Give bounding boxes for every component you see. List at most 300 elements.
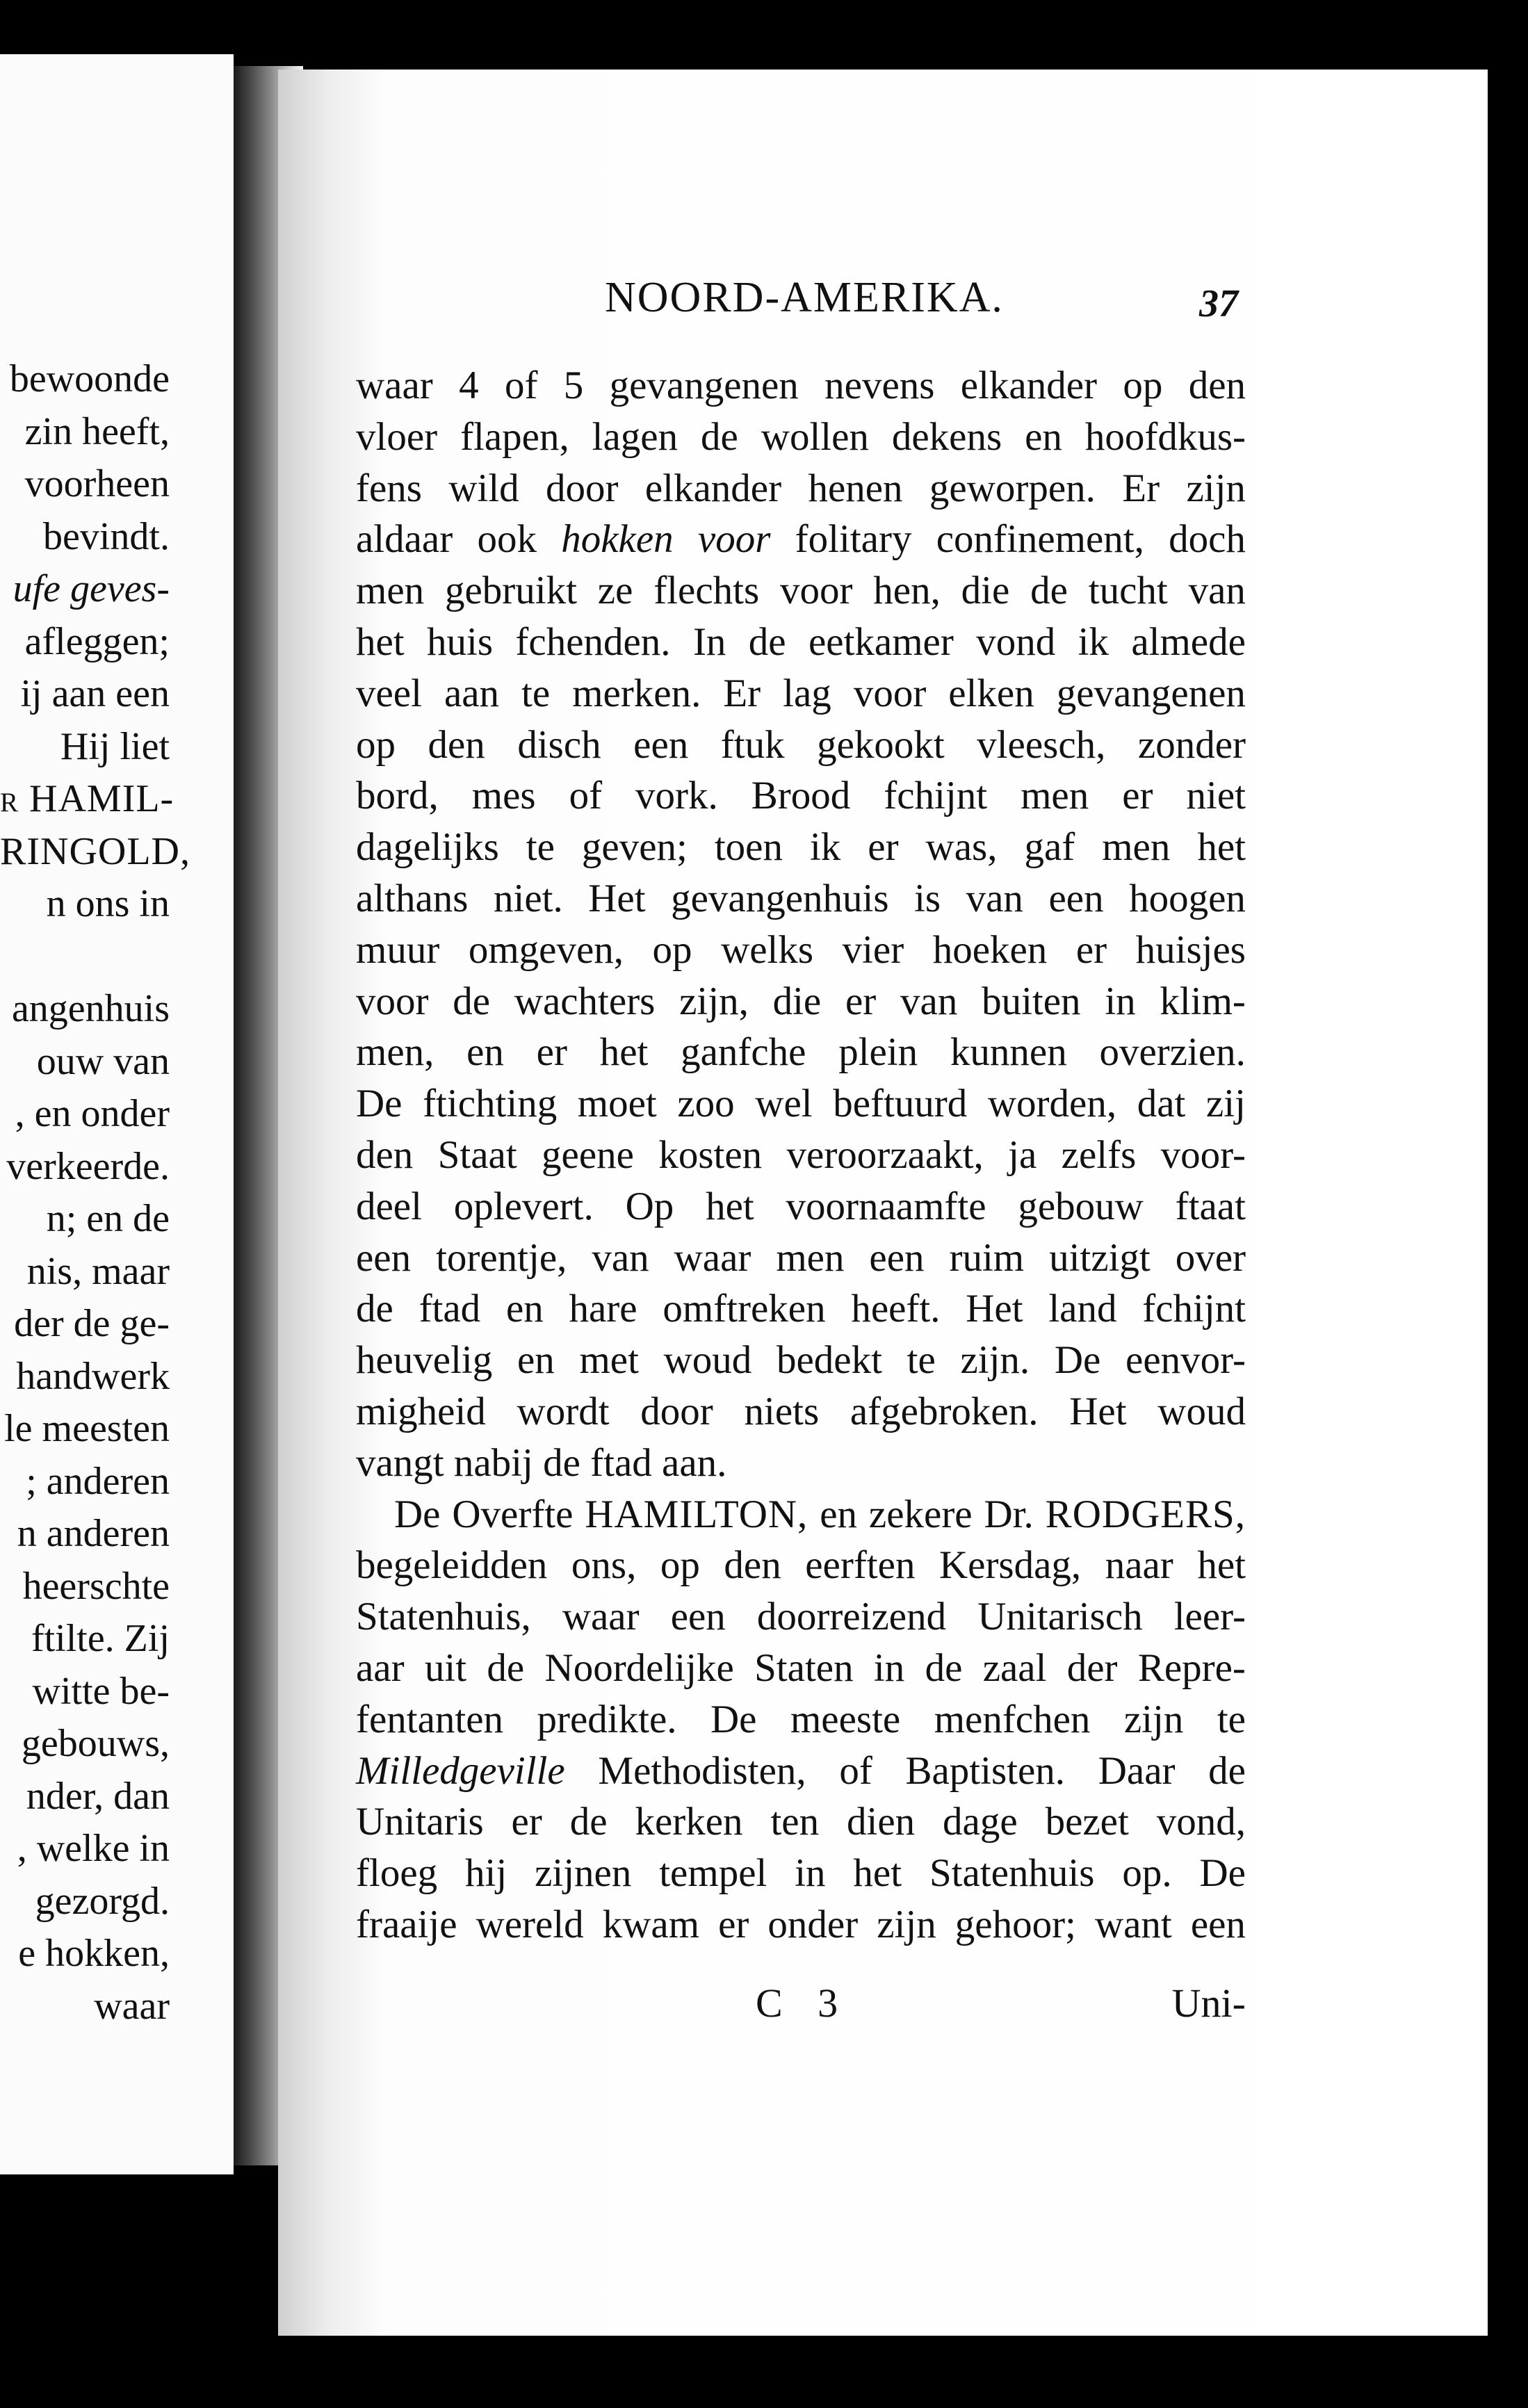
- word: fentanten: [356, 1697, 504, 1741]
- word: waar: [674, 1235, 751, 1280]
- text-line: [356, 463, 1246, 514]
- word: kunnen: [950, 1030, 1067, 1075]
- word: eetkamer: [808, 619, 954, 664]
- word: zij: [1205, 1082, 1246, 1126]
- word: henen: [808, 466, 903, 510]
- word: buiten: [982, 979, 1081, 1023]
- text-line: gebouws,: [21, 1722, 170, 1765]
- word: gevangenhuis: [671, 876, 889, 920]
- word: waar: [356, 364, 433, 407]
- word: en: [505, 1287, 544, 1331]
- text-line: heerschte: [22, 1564, 170, 1608]
- word: zaal: [982, 1645, 1047, 1690]
- word: te: [1217, 1697, 1246, 1741]
- word: door: [640, 1389, 713, 1433]
- word: aldaar: [356, 517, 453, 562]
- word: flechts: [653, 569, 760, 613]
- word: tucht: [1088, 569, 1168, 613]
- word: naar: [1105, 1543, 1173, 1588]
- word: omftreken: [663, 1287, 826, 1331]
- word: vond: [976, 619, 1056, 664]
- word: worden,: [987, 1082, 1117, 1126]
- word: van: [900, 979, 958, 1023]
- word: gevangenen: [1056, 671, 1246, 715]
- word: leer-: [1173, 1595, 1246, 1639]
- word: vloer: [356, 414, 438, 459]
- word: aan: [444, 671, 500, 715]
- word: het: [1197, 825, 1246, 870]
- word: men: [1102, 825, 1171, 870]
- word: woud: [663, 1338, 752, 1383]
- word: was,: [925, 825, 998, 870]
- word: een: [869, 1235, 925, 1280]
- word: Staten: [754, 1645, 854, 1690]
- word: onder: [767, 1902, 859, 1946]
- word: folitary: [795, 517, 912, 562]
- word: men,: [356, 1030, 434, 1075]
- word: overzien.: [1099, 1030, 1246, 1075]
- text-line: vangt nabij de ftad aan.: [356, 1440, 727, 1485]
- word: oplevert.: [453, 1184, 594, 1228]
- word: niet: [1186, 774, 1246, 818]
- text-line: [356, 1489, 1246, 1540]
- text-line: voorheen: [24, 462, 170, 505]
- word: De: [710, 1697, 757, 1741]
- word: ons,: [571, 1543, 637, 1588]
- text-line: [356, 770, 1246, 822]
- text-line: [356, 1643, 1246, 1694]
- word: deel: [356, 1184, 422, 1228]
- word: zekere: [868, 1492, 973, 1536]
- word: hoofdkus-: [1084, 414, 1246, 459]
- word: ftuk: [720, 722, 785, 767]
- word: Daar: [1098, 1748, 1176, 1793]
- word: op: [660, 1543, 700, 1588]
- word: te: [907, 1338, 936, 1383]
- text-line: [0, 931, 170, 984]
- word: Statenhuis: [929, 1851, 1095, 1896]
- word: wild: [448, 466, 519, 510]
- text-line: verkeerde.: [6, 1144, 170, 1188]
- text-line: r HAMIL-: [0, 777, 174, 820]
- word: Er: [1122, 466, 1160, 510]
- word: huisjes: [1135, 927, 1246, 972]
- word: kerken: [635, 1800, 743, 1844]
- word: ftad: [418, 1287, 481, 1331]
- text-line: ; anderen: [26, 1459, 170, 1503]
- text-line: [356, 1848, 1246, 1899]
- text-line: [356, 1796, 1246, 1848]
- current-page: [278, 70, 1488, 2336]
- word: Milledgeville: [356, 1748, 565, 1793]
- word: toen: [714, 825, 783, 870]
- text-line: [356, 565, 1246, 617]
- word: de: [1208, 1748, 1246, 1793]
- word: gekookt: [817, 722, 945, 767]
- word: van: [966, 876, 1023, 920]
- word: Staat: [437, 1132, 517, 1177]
- word: almede: [1131, 619, 1246, 664]
- word: land: [1048, 1287, 1117, 1331]
- word: er: [868, 825, 899, 870]
- word: disch: [517, 722, 601, 767]
- word: in: [795, 1851, 826, 1896]
- text-line: , en onder: [15, 1092, 170, 1135]
- word: zelfs: [1061, 1132, 1137, 1177]
- word: niet.: [494, 876, 563, 920]
- word: op.: [1122, 1851, 1172, 1896]
- word: doch: [1169, 517, 1246, 562]
- word: wachters: [514, 979, 656, 1023]
- word: te: [521, 671, 551, 715]
- text-line: der de ge-: [14, 1302, 170, 1345]
- word: de: [453, 979, 491, 1023]
- word: vier: [842, 927, 904, 972]
- word: er: [1122, 774, 1153, 818]
- word: heuvelig: [356, 1338, 493, 1383]
- word: kosten: [658, 1132, 763, 1177]
- word: 4: [459, 364, 479, 407]
- word: bord,: [356, 774, 439, 818]
- word: de: [487, 1645, 525, 1690]
- word: Er: [723, 671, 761, 715]
- word: Baptisten.: [905, 1748, 1066, 1793]
- page-footer: [356, 1980, 1246, 2028]
- word: men: [356, 569, 425, 613]
- text-line: ftilte. Zij: [31, 1617, 170, 1660]
- word: muur: [356, 927, 440, 972]
- word: veel: [356, 671, 422, 715]
- word: voornaamfte: [786, 1184, 986, 1228]
- text-line: Hij liet: [60, 724, 170, 768]
- word: tempel: [659, 1851, 767, 1896]
- word: voor: [697, 517, 771, 562]
- word: er: [1075, 927, 1107, 972]
- word: Unitaris: [356, 1800, 484, 1844]
- word: vond,: [1156, 1800, 1246, 1844]
- word: De: [356, 1082, 403, 1126]
- word: der: [1066, 1645, 1118, 1690]
- text-line: [356, 1591, 1246, 1643]
- word: flapen,: [460, 414, 569, 459]
- word: hoogen: [1129, 876, 1246, 920]
- word: dagelijks: [356, 825, 499, 870]
- word: afgebroken.: [850, 1389, 1039, 1433]
- word: te: [526, 825, 555, 870]
- text-line: [356, 1540, 1246, 1591]
- word: dat: [1137, 1082, 1186, 1126]
- word: geven;: [581, 825, 688, 870]
- word: Het: [966, 1287, 1023, 1331]
- text-line: angenhuis: [11, 987, 170, 1030]
- word: op: [652, 927, 692, 972]
- word: kwam: [602, 1902, 700, 1946]
- word: die: [772, 979, 822, 1023]
- word: of: [504, 364, 538, 407]
- word: er: [845, 979, 877, 1023]
- word: floeg: [356, 1851, 438, 1896]
- word: moet: [577, 1082, 657, 1126]
- text-line: [356, 514, 1246, 565]
- word: de: [748, 619, 786, 664]
- word: Noordelijke: [544, 1645, 734, 1690]
- word: woud: [1157, 1389, 1246, 1433]
- text-line: zin heeft,: [24, 409, 170, 453]
- word: Kersdag,: [938, 1543, 1082, 1588]
- word: en: [820, 1492, 858, 1536]
- word: Dr.: [984, 1492, 1034, 1536]
- word: de: [569, 1800, 608, 1844]
- word: is: [914, 876, 941, 920]
- text-line: [356, 412, 1246, 463]
- word: er: [536, 1030, 567, 1075]
- word: althans: [356, 876, 469, 920]
- word: wordt: [517, 1389, 610, 1433]
- word: een: [670, 1595, 726, 1639]
- word: uit: [424, 1645, 467, 1690]
- text-line: nder, dan: [26, 1774, 170, 1818]
- word: plein: [838, 1030, 918, 1075]
- text-line: [356, 1899, 1246, 1951]
- word: die: [961, 569, 1010, 613]
- word: van: [592, 1235, 649, 1280]
- word: lagen: [592, 414, 678, 459]
- word: ftichting: [423, 1082, 558, 1126]
- word: zijn: [877, 1902, 936, 1946]
- word: HAMILTON,: [585, 1492, 808, 1536]
- text-line: [356, 1335, 1246, 1386]
- word: ze: [597, 569, 633, 613]
- word: dage: [943, 1800, 1018, 1844]
- word: op: [356, 722, 396, 767]
- word: waar: [562, 1595, 640, 1639]
- word: zijn: [1186, 466, 1246, 510]
- word: van: [1188, 569, 1246, 613]
- word: huis: [427, 619, 494, 664]
- word: De: [394, 1492, 441, 1536]
- word: of: [839, 1748, 872, 1793]
- word: elken: [948, 671, 1034, 715]
- text-line: [356, 668, 1246, 719]
- text-line: [356, 1233, 1246, 1284]
- text-line: [356, 1386, 1246, 1438]
- word: Repre-: [1137, 1645, 1246, 1690]
- text-line: waar: [94, 1984, 170, 2028]
- word: dekens: [891, 414, 1002, 459]
- word: wereld: [476, 1902, 584, 1946]
- word: een: [1190, 1902, 1246, 1946]
- word: ten: [770, 1800, 820, 1844]
- text-line: [356, 1078, 1246, 1130]
- text-line: [356, 822, 1246, 873]
- word: een: [1048, 876, 1104, 920]
- word: eerften: [805, 1543, 916, 1588]
- word: een: [356, 1235, 412, 1280]
- text-line: [356, 1283, 1246, 1335]
- word: voor: [779, 569, 853, 613]
- word: op: [1123, 364, 1163, 407]
- word: de: [1030, 569, 1068, 613]
- text-line: [356, 719, 1246, 771]
- text-line: le meesten: [4, 1407, 170, 1450]
- word: ik: [1078, 619, 1109, 664]
- text-line: handwerk: [16, 1354, 170, 1398]
- word: fraaije: [356, 1902, 457, 1946]
- word: bedekt: [777, 1338, 882, 1383]
- word: gehoor;: [954, 1902, 1076, 1946]
- text-line: n anderen: [17, 1512, 170, 1555]
- word: voor: [356, 979, 429, 1023]
- word: het: [853, 1851, 902, 1896]
- word: gaf: [1024, 825, 1075, 870]
- word: menfchen: [934, 1697, 1091, 1741]
- previous-page: [0, 54, 234, 2174]
- text-line: witte be-: [32, 1669, 170, 1713]
- word: nevens: [824, 364, 935, 407]
- text-line: ufe geves-: [13, 567, 170, 610]
- word: ik: [809, 825, 841, 870]
- text-line: [356, 1694, 1246, 1746]
- word: een: [633, 722, 689, 767]
- word: begeleidden: [356, 1543, 548, 1588]
- word: het: [1197, 1543, 1246, 1588]
- text-line: bewoonde: [9, 357, 170, 400]
- word: en: [517, 1338, 555, 1383]
- word: welks: [721, 927, 814, 972]
- text-line: [356, 1130, 1246, 1181]
- text-line: [356, 976, 1246, 1027]
- word: zonder: [1137, 722, 1246, 767]
- word: fchijnt: [1142, 1287, 1246, 1331]
- word: en: [1025, 414, 1062, 459]
- text-line: n; en de: [46, 1197, 170, 1240]
- text-line: [356, 873, 1246, 925]
- catchword: Uni-: [1171, 1980, 1246, 2026]
- word: of: [569, 774, 603, 818]
- word: men: [1021, 774, 1089, 818]
- word: voor: [853, 671, 927, 715]
- word: aar: [356, 1645, 405, 1690]
- word: ruim: [949, 1235, 1025, 1280]
- word: geene: [542, 1132, 634, 1177]
- word: bezet: [1045, 1800, 1129, 1844]
- word: klim-: [1160, 979, 1246, 1023]
- word: ook: [477, 517, 537, 562]
- text-line: [356, 360, 1246, 412]
- word: torentje,: [436, 1235, 567, 1280]
- word: de: [356, 1287, 393, 1331]
- word: ja: [1008, 1132, 1037, 1177]
- word: wollen: [761, 414, 869, 459]
- word: er: [718, 1902, 749, 1946]
- text-line: [356, 1746, 1246, 1797]
- word: heeft.: [851, 1287, 941, 1331]
- word: dien: [847, 1800, 916, 1844]
- word: vleesch,: [977, 722, 1106, 767]
- word: In: [692, 619, 726, 664]
- word: De: [1199, 1851, 1246, 1896]
- word: merken.: [572, 671, 701, 715]
- text-line: afleggen;: [24, 619, 170, 663]
- word: Methodisten,: [598, 1748, 806, 1793]
- word: met: [579, 1338, 639, 1383]
- word: elkander: [960, 364, 1097, 407]
- text-line: ouw van: [36, 1039, 170, 1083]
- word: Brood: [751, 774, 851, 818]
- word: fchijnt: [884, 774, 988, 818]
- text-line: ij aan een: [20, 672, 170, 715]
- word: elkander: [644, 466, 782, 510]
- word: RODGERS,: [1045, 1492, 1246, 1536]
- word: Overfte: [452, 1492, 574, 1536]
- word: confinement,: [936, 517, 1144, 562]
- word: zoo: [677, 1082, 735, 1126]
- word: beftuurd: [833, 1082, 968, 1126]
- word: door: [546, 466, 619, 510]
- word: en: [466, 1030, 504, 1075]
- word: Unitarisch: [977, 1595, 1143, 1639]
- word: veroorzaakt,: [786, 1132, 984, 1177]
- text-line: gezorgd.: [35, 1879, 170, 1923]
- text-line: e hokken,: [18, 1932, 170, 1975]
- word: hare: [569, 1287, 637, 1331]
- word: den: [724, 1543, 781, 1588]
- word: gebruikt: [444, 569, 577, 613]
- text-line: n ons in: [46, 882, 170, 925]
- word: zijn.: [960, 1338, 1030, 1383]
- word: over: [1175, 1235, 1246, 1280]
- word: predikte.: [537, 1697, 677, 1741]
- word: den: [1188, 364, 1246, 407]
- word: niets: [744, 1389, 820, 1433]
- word: fens: [356, 466, 422, 510]
- signature-mark: C 3: [756, 1980, 851, 2026]
- word: het: [706, 1184, 754, 1228]
- previous-page-text: [0, 353, 190, 2033]
- running-head: NOORD-AMERIKA.: [605, 274, 1004, 321]
- word: hokken: [561, 517, 674, 562]
- word: Het: [588, 876, 646, 920]
- word: de: [925, 1645, 963, 1690]
- word: Op: [625, 1184, 674, 1228]
- word: Statenhuis,: [356, 1595, 531, 1639]
- text-line: [356, 1181, 1246, 1233]
- text-line: [356, 617, 1246, 668]
- word: vork.: [635, 774, 718, 818]
- page-number: 37: [1199, 282, 1238, 325]
- word: er: [511, 1800, 542, 1844]
- word: zijn: [1123, 1697, 1184, 1741]
- text-line: RINGOLD,: [0, 829, 190, 873]
- word: 5: [563, 364, 584, 407]
- word: den: [356, 1132, 414, 1177]
- word: geworpen.: [929, 466, 1096, 510]
- word: uitzigt: [1049, 1235, 1151, 1280]
- word: in: [873, 1645, 905, 1690]
- word: wel: [755, 1082, 813, 1126]
- word: omgeven,: [468, 927, 624, 972]
- word: want: [1094, 1902, 1172, 1946]
- word: zijn,: [679, 979, 749, 1023]
- text-line: bevindt.: [43, 514, 170, 558]
- word: ftaat: [1175, 1184, 1246, 1228]
- word: zijnen: [535, 1851, 632, 1896]
- word: hij: [465, 1851, 507, 1896]
- word: den: [428, 722, 485, 767]
- word: gebouw: [1018, 1184, 1144, 1228]
- word: hoeken: [932, 927, 1048, 972]
- word: lag: [783, 671, 831, 715]
